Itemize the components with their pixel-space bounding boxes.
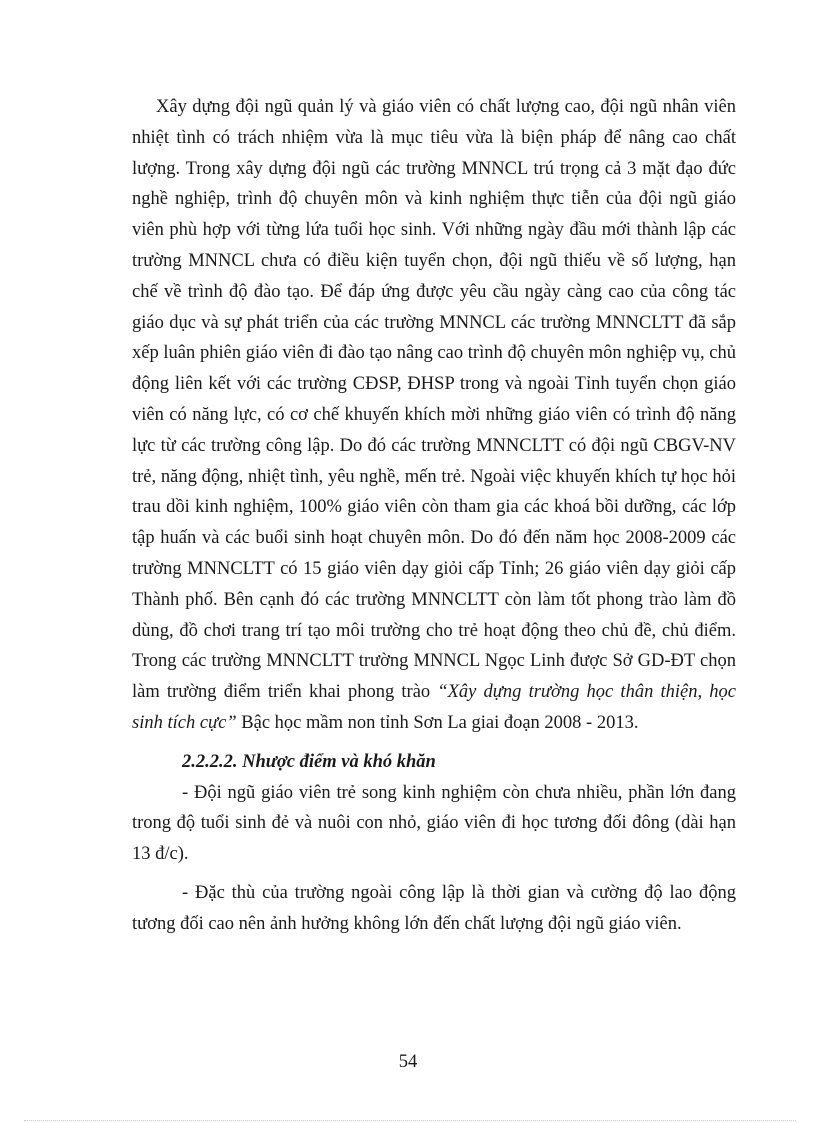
- main-paragraph-ending: Bậc học mầm non tỉnh Sơn La giai đoạn 2008 - 2013.: [236, 712, 639, 733]
- quoted-movement-title: “Xây dựng trường học thân thiện, học sinh tích cực”: [132, 682, 736, 733]
- page-number: 54: [398, 1052, 418, 1072]
- footer-divider: [24, 1120, 796, 1121]
- main-paragraph-text: Xây dựng đội ngũ quản lý và giáo viên có chất lượng cao, đội ngũ nhân viên nhiệt tình có trách nhiệm vừa là mục tiêu vừa là biện pháp để nâng cao chất lượng. Trong xây dựng đội ngũ các trường MNNCL trú trọng cả 3 mặt đạo đức nghề nghiệp, trình độ chuyên môn và kinh nghiệm thực tiễn của đội ngũ giáo viên phù hợp với từng lứa tuổi học sinh. Với những ngày đầu mới thành lập các trường MNNCL chưa có điều kiện tuyển chọn, đội ngũ thiếu về số lượng, hạn chế về trình độ đào tạo. Để đáp ứng được yêu cầu ngày càng cao của công tác giáo dục và sự phát triển của các trường MNNCL các trường MNNCLTT đã sắp xếp luân phiên giáo viên đi đào tạo nâng cao trình độ chuyên môn nghiệp vụ, chủ động liên kết với các trường CĐSP, ĐHSP trong và ngoài Tỉnh tuyển chọn giáo viên có năng lực, có cơ chế khuyến khích mời những giáo viên có trình độ năng lực từ các trường công lập. Do đó các trường MNNCLTT có đội ngũ CBGV-NV trẻ, năng động, nhiệt tình, yêu nghề, mến trẻ. Ngoài việc khuyến khích tự học hỏi trau dồi kinh nghiệm, 100% giáo viên còn tham gia các khoá bồi dưỡng, các lớp tập huấn và các buổi sinh hoạt chuyên môn. Do đó đến năm học 2008-2009 các trường MNNCLTT có 15 giáo viên dạy giỏi cấp Tỉnh; 26 giáo viên dạy giỏi cấp Thành phố. Bên cạnh đó các trường MNNCLTT còn làm tốt phong trào làm đồ dùng, đồ chơi trang trí tạo môi trường cho trẻ hoạt động theo chủ đề, chủ điểm. Trong các trường MNNCLTT trường MNNCL Ngọc Linh được Sở GD-ĐT chọn làm trường điểm triển khai phong trào: [132, 97, 736, 703]
- bullet-item-2: - Đặc thù của trường ngoài công lập là thời gian và cường độ lao động tương đối cao nên ảnh hưởng không lớn đến chất lượng đội ngũ giáo viên.: [132, 882, 736, 934]
- body-text: [132, 92, 736, 940]
- bullet-item-1: - Đội ngũ giáo viên trẻ song kinh nghiệm còn chưa nhiều, phần lớn đang trong độ tuổi sinh đẻ và nuôi con nhỏ, giáo viên đi học tương đối đông (dài hạn 13 đ/c).: [132, 782, 736, 865]
- main-paragraph: [132, 92, 736, 739]
- section-heading: 2.2.2.2. Nhược điểm và khó khăn: [182, 751, 436, 772]
